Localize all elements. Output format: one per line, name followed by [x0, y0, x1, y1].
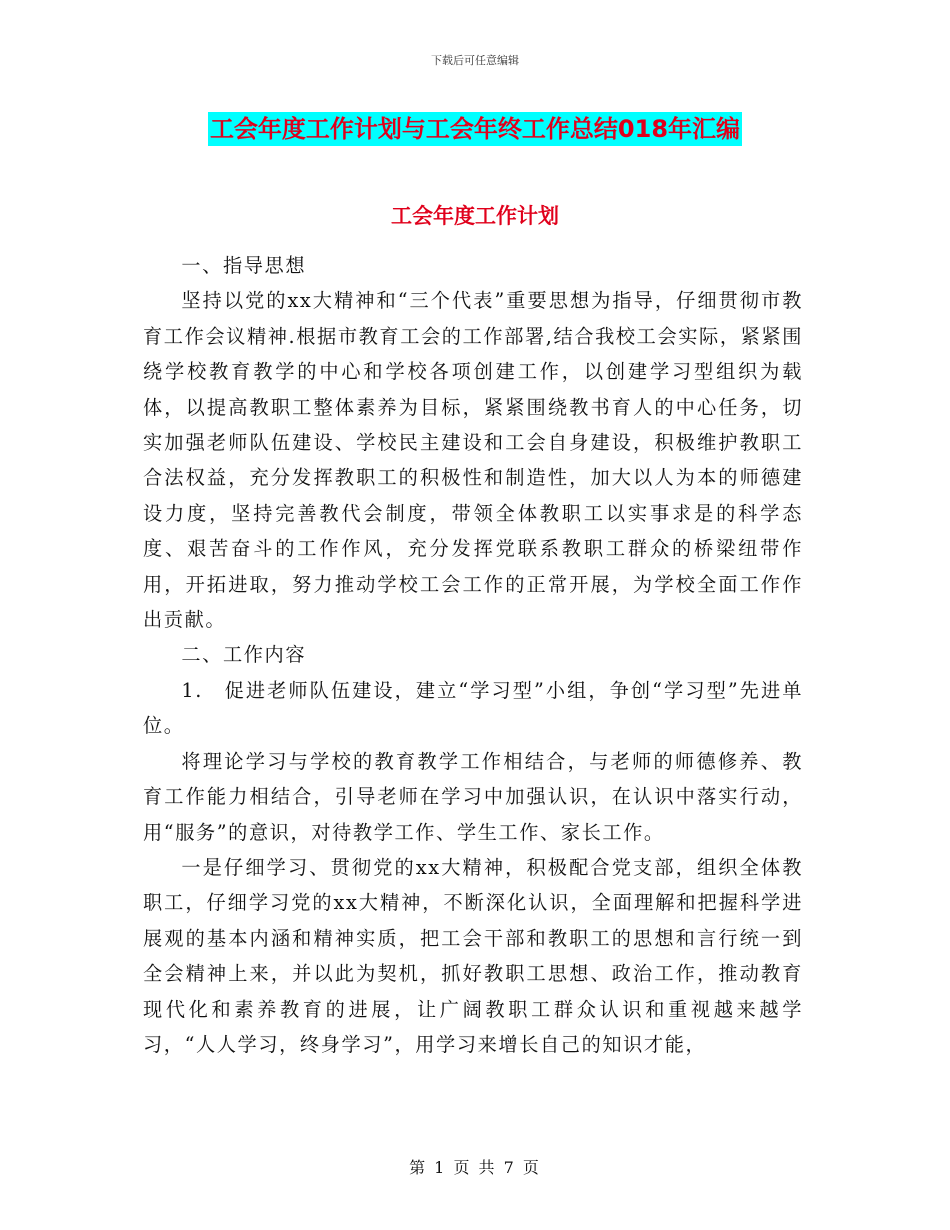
title-container [0, 112, 950, 146]
heading-guiding-thought: 一、指导思想 [181, 254, 307, 277]
heading-work-content: 二、工作内容 [181, 643, 307, 667]
page-header: 下载后可任意编辑 [431, 54, 519, 67]
paragraph-item-1: 1. 促进老师队伍建设，建立“学习型”小组，争创“学习型”先进单位。 [143, 678, 803, 738]
section-title: 工会年度工作计划 [391, 204, 559, 228]
paragraph-theory-study: 将理论学习与学校的教育教学工作相结合，与老师的师德修养、教育工作能力相结合，引导老师在学习中加强认识，在认识中落实行动，用“服务”的意识，对待教学工作、学生工作、家长工作。 [143, 749, 803, 844]
paragraph-guiding-thought: 坚持以党的xx大精神和“三个代表”重要思想为指导，仔细贯彻市教育工作会议精神.根据市教育工会的工作部署,结合我校工会实际，紧紧围绕学校教育教学的中心和学校各项创建工作，以创建学习型组织为载体，以提高教职工整体素养为目标，紧紧围绕教书育人的中心任务，切实加强老师队伍建设、学校民主建设和工会自身建设，积极维护教职工合法权益，充分发挥教职工的积极性和制造性，加大以人为本的师德建设力度，坚持完善教代会制度，带领全体教职工以实事求是的科学态度、艰苦奋斗的工作作风，充分发挥党联系教职工群众的桥梁纽带作用，开拓进取，努力推动学校工会工作的正常开展，为学校全面工作作出贡献。 [143, 289, 803, 632]
page-number: 第 1 页 共 7 页 [409, 1158, 541, 1177]
document-title: 工会年度工作计划与工会年终工作总结018年汇编 [208, 112, 742, 146]
document-body [143, 248, 803, 1062]
paragraph-first-point: 一是仔细学习、贯彻党的xx大精神，积极配合党支部，组织全体教职工，仔细学习党的xx大精神，不断深化认识，全面理解和把握科学进展观的基本内涵和精神实质，把工会干部和教职工的思想和言行统一到全会精神上来，并以此为契机，抓好教职工思想、政治工作，推动教育现代化和素养教育的进展，让广阔教职工群众认识和重视越来越学习，“人人学习，终身学习”，用学习来增长自己的知识才能， [143, 855, 803, 1056]
